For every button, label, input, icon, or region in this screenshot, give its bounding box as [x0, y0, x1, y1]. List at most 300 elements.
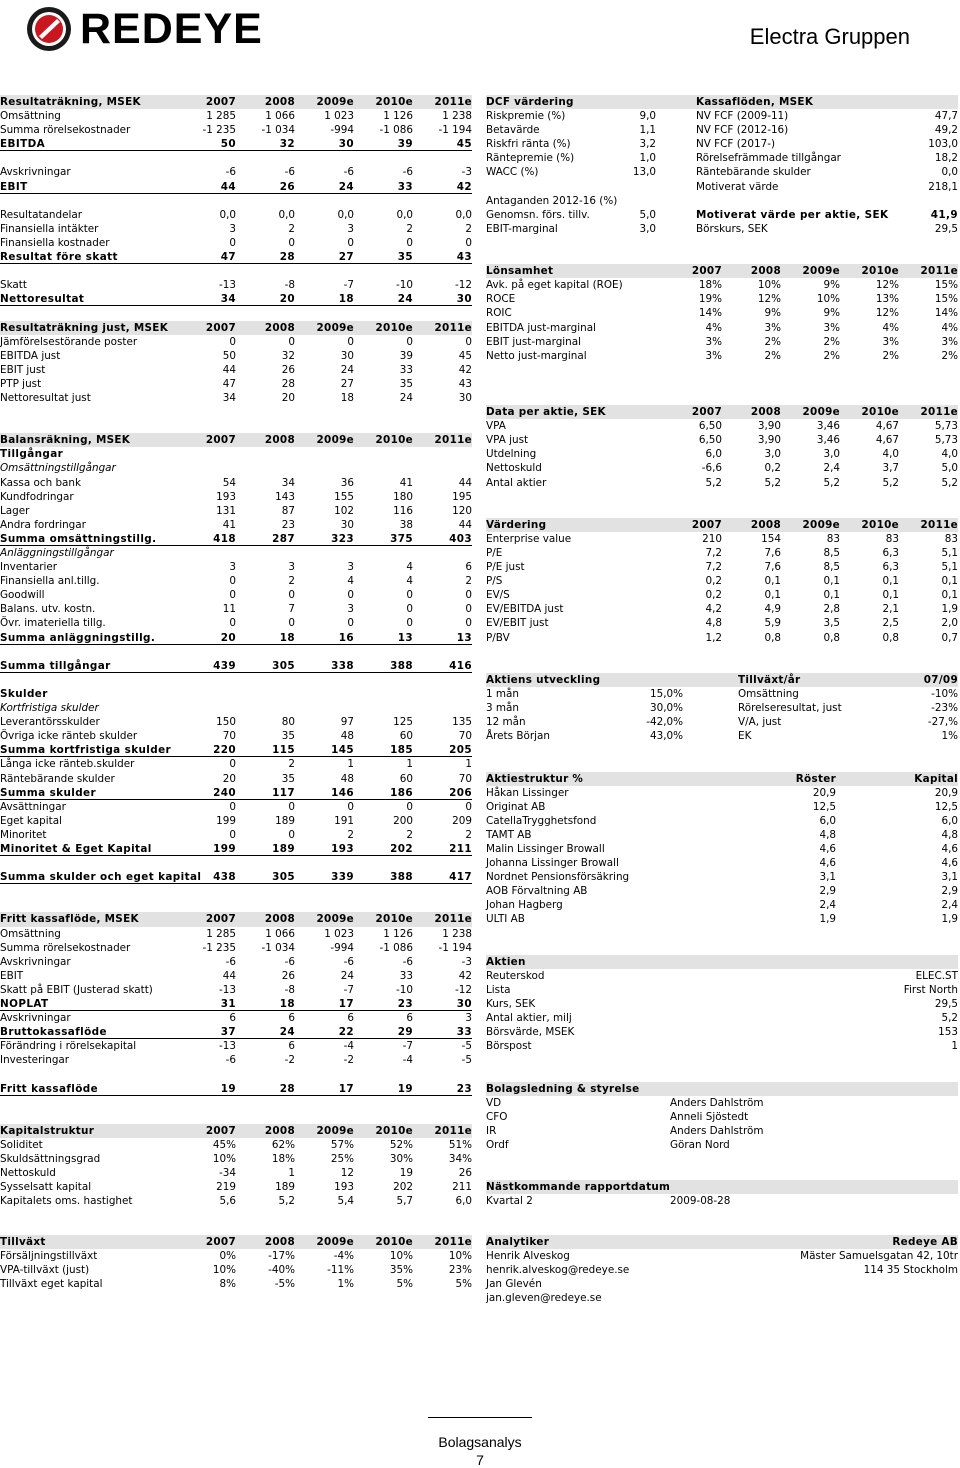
cell-value: -12	[455, 983, 472, 996]
cell-value	[177, 447, 236, 461]
share-info-table	[486, 955, 958, 1054]
cell-value: -8	[284, 983, 295, 996]
cell-value: 0	[229, 575, 236, 588]
cell-value: 4	[347, 575, 354, 588]
table-row	[486, 278, 958, 292]
cell-value: 143	[275, 490, 295, 503]
table-row	[486, 814, 958, 828]
cell-value: -6	[284, 955, 295, 968]
table-row	[0, 123, 472, 137]
table-row	[486, 588, 958, 602]
row-label: Riskpremie (%)	[486, 110, 566, 123]
cell-value: 0	[406, 236, 413, 249]
cell-value: 115	[272, 744, 295, 757]
cell-value: 5,9	[764, 617, 781, 630]
cell-value: 0,2	[705, 575, 722, 588]
cell-value: 29,5	[934, 222, 958, 235]
cell-value: 41,9	[930, 208, 958, 221]
cell-value: 13%	[875, 293, 899, 306]
cell-value: 50	[220, 138, 236, 151]
table-row	[486, 701, 958, 715]
cell-value: 10%	[816, 293, 840, 306]
table-row	[486, 137, 958, 151]
cell-value: 189	[275, 1181, 295, 1194]
table-row	[486, 123, 958, 137]
cell-value: 27	[340, 377, 354, 390]
cell-value: 5,1	[941, 561, 958, 574]
cell-value: 2	[288, 222, 295, 235]
spacer	[0, 405, 472, 419]
cell-value: 2011e	[434, 96, 472, 108]
cell-value: 211	[452, 1181, 472, 1194]
cell-value: 6,50	[698, 420, 722, 433]
cell-value: 0,0	[278, 208, 295, 221]
cell-value: 1	[288, 1167, 295, 1180]
cell-value	[413, 461, 472, 475]
page-number: 7	[476, 1452, 484, 1468]
row-label: NOPLAT	[0, 998, 49, 1010]
row-label: Omsättning	[0, 110, 61, 123]
cell-value: 305	[272, 871, 295, 884]
table-header	[486, 95, 958, 109]
row-label: 6,0	[941, 814, 958, 827]
header-cell: 2009e	[316, 1236, 354, 1248]
table-row	[486, 532, 958, 546]
table-row	[486, 109, 958, 123]
cell-value: 3	[347, 603, 354, 616]
cell-value	[236, 461, 295, 475]
cell-value: 5,73	[934, 434, 958, 447]
table-row	[0, 560, 472, 574]
cell-value: 12%	[875, 279, 899, 292]
cell-value: -27,%	[927, 716, 958, 729]
header-cell	[626, 673, 683, 687]
cell-value: 3,0	[764, 448, 781, 461]
table-row	[486, 1096, 958, 1110]
row-label: Minoritet	[0, 828, 47, 841]
cell-value: -5%	[274, 1278, 295, 1291]
redeye-logo	[26, 6, 263, 52]
row-label: Summa skulder och eget kapital	[0, 871, 202, 884]
cell-value: 62%	[271, 1138, 295, 1151]
cell-value: 45	[458, 349, 472, 362]
row-label: Jämförelsestörande poster	[0, 335, 138, 348]
row-label: 3,1	[941, 871, 958, 884]
cell-value: 3	[347, 561, 354, 574]
cell-value: 0,7	[941, 631, 958, 644]
row-label: EBITDA just-marginal	[486, 321, 596, 334]
left-column	[0, 95, 472, 1208]
cell-value: 30%	[389, 1153, 413, 1166]
table-row	[0, 222, 472, 236]
cell-value: 0,1	[764, 589, 781, 602]
header-year: 2010e	[861, 265, 899, 278]
cell-value: 3,2	[639, 138, 656, 151]
cell-value: 13,0	[632, 166, 656, 179]
cell-value: 25%	[330, 1153, 354, 1166]
cell-value: 4%	[941, 321, 958, 334]
row-label: Resultatandelar	[0, 208, 83, 221]
row-label: Nettoresultat	[0, 293, 85, 306]
cell-value: 388	[390, 659, 413, 672]
cell-value: -1 194	[438, 941, 472, 954]
cell-value	[413, 687, 472, 701]
row-label: Avsättningar	[0, 800, 66, 813]
cell-value: Anders Dahlström	[670, 1124, 764, 1137]
cell-value: 2009e	[316, 913, 354, 926]
cell-value: -1 086	[379, 124, 413, 137]
header-label: Nästkommande rapportdatum	[486, 1181, 671, 1194]
cell-value: 70	[222, 730, 236, 743]
spacer	[486, 659, 958, 673]
spacer	[486, 363, 958, 377]
table-row	[0, 391, 472, 405]
cell-value: 13	[397, 631, 413, 644]
cell-value: 2010e	[375, 913, 413, 926]
cell-value: 2	[406, 828, 413, 841]
cell-value: 28	[279, 1082, 295, 1095]
header-year: 2007	[691, 406, 722, 419]
cell-value: 3%	[823, 321, 840, 334]
row-label: Eget kapital	[0, 814, 62, 827]
cell-value	[626, 180, 656, 194]
cell-value: 1%	[941, 730, 958, 743]
cell-value: 2	[406, 222, 413, 235]
cell-value: 185	[390, 744, 413, 757]
row-label: Investeringar	[0, 1054, 70, 1067]
cell-value: 44	[222, 363, 236, 376]
row-label: Nettoresultat just	[0, 391, 91, 404]
per-share-table	[486, 405, 958, 490]
address-line	[722, 1291, 958, 1305]
cell-value: 2%	[823, 335, 840, 348]
cell-value: 2009e	[316, 96, 354, 108]
table-row	[0, 814, 472, 828]
cell-value: 15%	[934, 293, 958, 306]
cell-value: 28	[281, 377, 295, 390]
table-row	[486, 180, 958, 194]
row-label: VPA-tillväxt (just)	[0, 1264, 90, 1277]
cell-value: 12	[340, 1167, 354, 1180]
row-label: Börsvärde, MSEK	[486, 1026, 575, 1039]
row-label: Inventarier	[0, 561, 58, 574]
cell-value: 211	[449, 842, 472, 855]
cell-value: 1	[347, 758, 354, 771]
cell-value: 41	[222, 518, 236, 531]
table-row	[486, 602, 958, 616]
table-row	[486, 1277, 958, 1291]
spacer	[486, 236, 958, 250]
cell-value: 150	[216, 716, 236, 729]
cell-value: 3,46	[816, 434, 840, 447]
cell-value: 51%	[448, 1138, 472, 1151]
cell-value: 0%	[219, 1250, 236, 1263]
table-row	[486, 560, 958, 574]
cell-value: 15,0%	[649, 687, 683, 700]
cell-value: 35	[281, 730, 295, 743]
cell-value: 19	[397, 1082, 413, 1095]
table-row	[486, 194, 958, 208]
cell-value: 0	[288, 800, 295, 813]
spacer	[0, 1067, 472, 1081]
cell-value: 0	[347, 236, 354, 249]
row-label: CFO	[486, 1110, 508, 1123]
cell-value: 180	[393, 490, 413, 503]
cell-value: 70	[458, 730, 472, 743]
cell-value: 1 126	[383, 110, 413, 123]
row-label: Summa rörelsekostnader	[0, 941, 131, 954]
cell-value: 3%	[941, 335, 958, 348]
cell-value: 189	[272, 842, 295, 855]
cell-value: 10%	[757, 279, 781, 292]
cell-value: 14%	[698, 307, 722, 320]
cell-value: 199	[216, 814, 236, 827]
table-header	[486, 772, 958, 786]
spacer	[0, 1110, 472, 1124]
management-table	[486, 1082, 958, 1152]
cell-value: 438	[213, 871, 236, 884]
cell-value: -3	[461, 955, 472, 968]
row-label: ROCE	[486, 293, 516, 306]
header-cell: Tillväxt/år	[738, 673, 801, 686]
cell-value: 102	[334, 504, 354, 517]
cell-value: 0,2	[705, 589, 722, 602]
table-row	[0, 180, 472, 194]
spacer	[0, 898, 472, 912]
cell-value	[236, 447, 295, 461]
cell-value: 60	[399, 772, 413, 785]
row-label: 1 mån	[486, 687, 519, 700]
spacer	[0, 645, 472, 659]
row-label: Kortfristiga skulder	[0, 702, 99, 715]
header-label: Lönsamhet	[486, 265, 554, 278]
cell-value: 1	[951, 1040, 958, 1053]
cell-value: 0,0	[219, 208, 236, 221]
table-row	[0, 969, 472, 983]
cell-value: 2,4	[823, 462, 840, 475]
table-row	[0, 1263, 472, 1277]
row-label: Räntebärande skulder	[696, 166, 811, 179]
cell-value: 2	[288, 575, 295, 588]
table-header	[0, 321, 472, 335]
cell-value: -13	[219, 279, 236, 292]
cell-value: 4,67	[875, 420, 899, 433]
cell-value: 2010e	[375, 321, 413, 334]
row-label: Räntepremie (%)	[486, 152, 575, 165]
row-label: 4,8	[941, 828, 958, 841]
cell-value: 10%	[212, 1264, 236, 1277]
cell-value: -13	[219, 1040, 236, 1053]
cell-value: 0,8	[882, 631, 899, 644]
table-row	[0, 1053, 472, 1067]
table-row	[0, 1277, 472, 1291]
row-label: Johanna Lissinger Browall	[486, 857, 619, 870]
cell-value: 1 238	[442, 110, 472, 123]
table-row	[0, 757, 472, 771]
cell-value: 5,4	[337, 1195, 354, 1208]
cell-value: 30	[458, 391, 472, 404]
cell-value: 0	[347, 617, 354, 630]
row-label: Ordf	[486, 1138, 509, 1151]
cell-value: 210	[702, 532, 722, 545]
cell-value: 20	[220, 631, 236, 644]
spacer	[0, 264, 472, 278]
cell-value: 43,0%	[649, 730, 683, 743]
cell-value: 3,0	[639, 222, 656, 235]
row-label: Nettoskuld	[0, 1167, 56, 1180]
dcf-table	[486, 95, 958, 236]
cell-value: 48	[340, 772, 354, 785]
cell-value: 8%	[219, 1278, 236, 1291]
row-label: Förändring i rörelsekapital	[0, 1040, 137, 1053]
cell-value: 29,5	[934, 998, 958, 1010]
row-label: Tillväxt eget kapital	[0, 1278, 103, 1291]
spacer	[486, 250, 958, 264]
row-label: Johan Hagberg	[486, 899, 563, 912]
table-row	[0, 842, 472, 856]
financial-tables	[0, 95, 472, 1208]
header-year: 2009e	[802, 406, 840, 419]
header-label: Data per aktie, SEK	[486, 406, 606, 419]
table-row	[0, 941, 472, 955]
cell-value	[236, 546, 295, 560]
header-year: 2007	[691, 518, 722, 531]
cell-value: 193	[331, 842, 354, 855]
cell-value: 2%	[764, 335, 781, 348]
spacer	[0, 306, 472, 320]
table-row	[486, 476, 958, 490]
row-label: Tillgångar	[0, 448, 64, 461]
cell-value: 52%	[389, 1138, 413, 1151]
cell-value	[236, 687, 295, 701]
table-row	[0, 1138, 472, 1152]
cell-value: 0	[347, 589, 354, 602]
cell-value: 3,0	[823, 448, 840, 461]
growth-table	[0, 1235, 472, 1291]
cell-value: -1 034	[261, 941, 295, 954]
cell-value: 2007	[205, 321, 236, 334]
table-row	[0, 377, 472, 391]
row-label: EV/EBIT just	[486, 617, 549, 630]
row-label: NV FCF (2017-)	[696, 138, 775, 151]
cell-value: -8	[284, 279, 295, 292]
cell-value: 24	[340, 969, 354, 982]
row-label: Riskfri ränta (%)	[486, 138, 571, 151]
cell-value: 4,2	[705, 603, 722, 616]
table-row	[0, 687, 472, 701]
table-row	[0, 532, 472, 546]
row-label: Resultaträkning just, MSEK	[0, 321, 169, 334]
table-row	[486, 616, 958, 630]
cell-value: 49,2	[934, 124, 958, 137]
cell-value: 191	[334, 814, 354, 827]
row-label: NV FCF (2009-11)	[696, 110, 789, 123]
table-row	[486, 898, 958, 912]
table-row	[0, 363, 472, 377]
table-row	[0, 208, 472, 222]
cell-value: 1	[465, 758, 472, 771]
cell-value: 47	[222, 377, 236, 390]
cell-value: -6,6	[701, 462, 722, 475]
cell-value: 31	[220, 998, 236, 1010]
table-row	[0, 870, 472, 884]
cell-value: 38	[399, 518, 413, 531]
address-line	[722, 1277, 958, 1291]
spacer	[0, 1096, 472, 1110]
cell-value: 17	[338, 1082, 354, 1095]
cell-value: 10%	[448, 1250, 472, 1263]
cell-value: 2%	[823, 349, 840, 362]
spacer	[486, 743, 958, 757]
cell-value: 2	[347, 828, 354, 841]
cell-value: 4,0	[941, 448, 958, 461]
cell-value: 42	[456, 180, 472, 193]
table-header	[0, 1124, 472, 1138]
cell-value: 2009e	[316, 1124, 354, 1137]
row-label: Lista	[486, 983, 511, 996]
table-row	[0, 701, 472, 715]
cell-value: 417	[449, 871, 472, 884]
cell-value: 193	[334, 1181, 354, 1194]
cell-value: 10%	[212, 1153, 236, 1166]
row-label	[656, 194, 856, 208]
row-label: Rörelseresultat, just	[738, 702, 842, 715]
cell-value: 83	[826, 532, 840, 545]
cell-value: 1 285	[206, 927, 236, 940]
row-label: EBIT	[0, 180, 28, 193]
header-cell: Kapital	[914, 772, 958, 785]
row-label: Genomsn. förs. tillv.	[486, 208, 590, 221]
row-label: Kvartal 2	[486, 1195, 533, 1208]
table-row	[486, 335, 958, 349]
spacer	[0, 884, 472, 898]
cell-value: 1 066	[265, 927, 295, 940]
row-label: EBIT just	[0, 363, 46, 376]
table-row	[0, 278, 472, 292]
cell-value: 220	[213, 744, 236, 757]
row-label: Finansiella anl.tillg.	[0, 575, 100, 588]
cell-value: 6	[229, 1012, 236, 1025]
row-label: Sysselsatt kapital	[0, 1181, 92, 1194]
cell-value: -4	[402, 1054, 413, 1067]
table-row	[486, 546, 958, 560]
header-year: 2011e	[920, 265, 958, 278]
row-label: Övr. imateriella tillg.	[0, 617, 106, 630]
table-row	[486, 729, 958, 743]
row-label: Kapitalets oms. hastighet	[0, 1195, 133, 1208]
table-row	[486, 321, 958, 335]
table-header	[486, 673, 958, 687]
cell-value: 44	[458, 476, 472, 489]
cell-value: 42	[458, 969, 472, 982]
cell-value: 1,1	[639, 124, 656, 137]
cell-value: -6	[343, 166, 354, 179]
cell-value: 1,2	[705, 631, 722, 644]
cell-value	[177, 701, 236, 715]
cell-value: 9%	[764, 307, 781, 320]
table-row	[0, 997, 472, 1011]
table-row	[0, 602, 472, 616]
spacer	[486, 941, 958, 955]
cell-value: 1,9	[819, 913, 836, 926]
table-row	[0, 1152, 472, 1166]
cell-value: 23	[397, 998, 413, 1010]
cell-value: 57%	[330, 1138, 354, 1151]
cell-value: 18	[338, 293, 354, 306]
cell-value: ELEC.ST	[915, 969, 958, 982]
cell-value	[354, 546, 413, 560]
header-cell: Aktiens utveckling	[486, 673, 601, 686]
